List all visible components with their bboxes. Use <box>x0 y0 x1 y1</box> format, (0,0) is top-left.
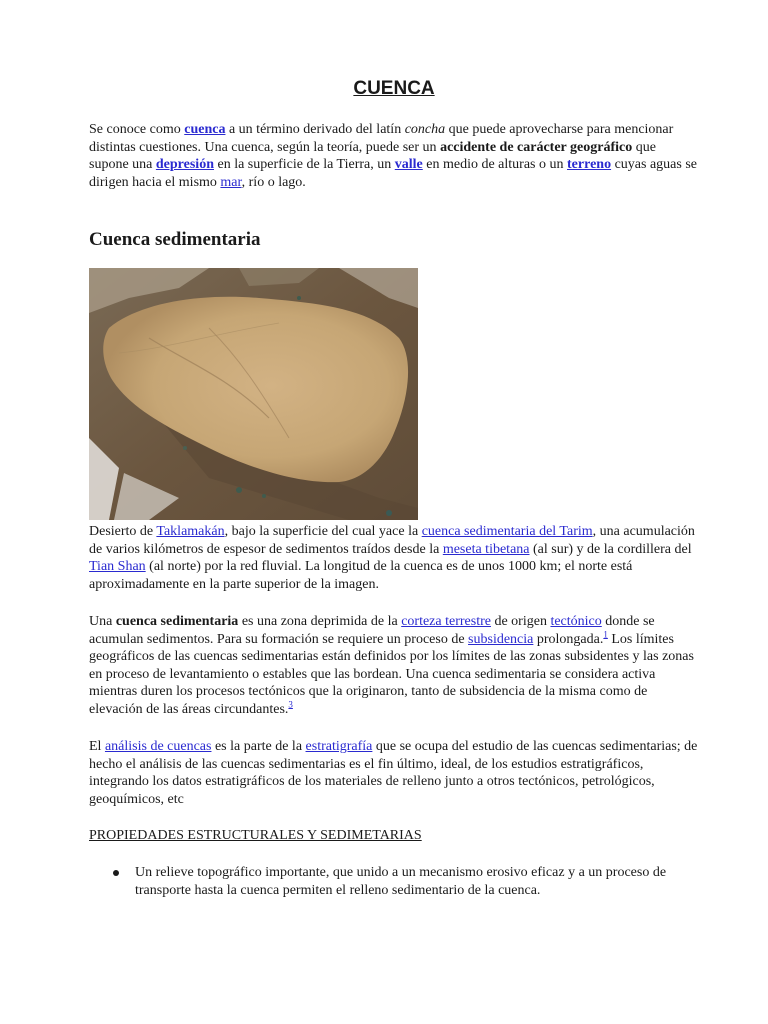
bullet-list <box>89 864 699 899</box>
bullet-dot-icon <box>113 870 119 876</box>
text: Una <box>89 614 116 629</box>
link-tectonico[interactable]: tectónico <box>550 614 602 629</box>
text: donde se acumulan sedimentos. Para su formación se requiere un proceso de <box>89 614 655 647</box>
link-terreno[interactable]: terreno <box>567 157 612 172</box>
text: es la parte de la <box>211 739 306 754</box>
link-cuenca-tarim[interactable]: cuenca sedimentaria del Tarim <box>421 524 593 539</box>
text: en medio de alturas o un <box>422 157 568 172</box>
paragraph-analisis-cuencas <box>89 738 699 808</box>
link-tian-shan[interactable]: Tian Shan <box>89 559 146 574</box>
italic-term: concha <box>404 122 446 137</box>
intro-paragraph <box>89 121 699 191</box>
link-subsidencia[interactable]: subsidencia <box>468 631 534 647</box>
text: es una zona deprimida de la <box>238 614 402 629</box>
link-estratigrafia[interactable]: estratigrafía <box>305 739 373 754</box>
list-item <box>89 864 699 899</box>
link-analisis-cuencas[interactable]: análisis de cuencas <box>104 739 212 754</box>
link-taklamakan[interactable]: Taklamakán <box>156 524 225 539</box>
text: , bajo la superficie del cual yace la <box>224 524 422 539</box>
taklamakan-satellite-image <box>89 268 418 520</box>
bold-term: accidente de carácter geográfico <box>440 139 633 155</box>
page-title: CUENCA <box>353 78 435 99</box>
link-corteza-terrestre[interactable]: corteza terrestre <box>401 614 491 629</box>
text: Desierto de <box>89 524 157 539</box>
text: que supone una <box>89 139 656 172</box>
footnote-1-link[interactable]: 1 <box>603 628 608 639</box>
image-caption <box>89 523 699 593</box>
section-heading-sedimentaria: Cuenca sedimentaria <box>89 229 261 250</box>
text: que puede aprovecharse para mencionar distintas cuestiones. Una cuenca, según la teoría, puede ser un <box>89 122 674 155</box>
link-mar[interactable]: mar <box>220 174 242 190</box>
link-meseta-tibetana[interactable]: meseta tibetana <box>442 541 530 557</box>
text: Los límites geográficos de las cuencas sedimentarias están definidos por los límites de las zonas subsidentes y las zonas en proceso de levantamiento o estables que las bordean. Una cuenca sedimentaria se considera activa mientras duren los procesos tectónicos que la originaron, tanto de subsidencia de la misma como de elevación de las áreas circundantes. <box>89 631 694 717</box>
list-item-text: Un relieve topográfico importante, que unido a un mecanismo erosivo eficaz y a un proceso de transporte hasta la cuenca permiten el relleno sedimentario de la cuenca. <box>135 865 667 898</box>
text: en la superficie de la Tierra, un <box>213 157 395 172</box>
text: de origen <box>490 614 551 629</box>
text: prolongada. <box>533 631 604 647</box>
link-cuenca[interactable]: cuenca <box>184 122 226 137</box>
paragraph-cuenca-sedimentaria <box>89 613 699 718</box>
text: El <box>89 739 105 754</box>
text: (al norte) por la red fluvial. La longitud de la cuenca es de unos 1000 km; el norte está aproximadamente en la parte superior de la imagen. <box>89 559 633 592</box>
text: , río o lago. <box>241 174 306 190</box>
text: a un término derivado del latín <box>225 122 405 137</box>
footnote-3-link[interactable]: 3 <box>288 698 293 709</box>
link-depresion[interactable]: depresión <box>155 157 214 172</box>
text: cuyas aguas se dirigen hacia el mismo <box>89 157 697 190</box>
text: , una acumulación de varios kilómetros de espesor de sedimentos traídos desde la <box>89 524 695 557</box>
text: Se conoce como <box>89 122 185 137</box>
bold-term: cuenca sedimentaria <box>115 614 239 629</box>
section-title-propiedades: PROPIEDADES ESTRUCTURALES Y SEDIMETARIAS <box>89 828 422 843</box>
text: (al sur) y de la cordillera del <box>529 541 692 557</box>
satellite-photo <box>89 268 418 520</box>
text: que se ocupa del estudio de las cuencas sedimentarias; de hecho el análisis de las cuencas sedimentarias es el fin último, ideal, de los estudios estratigráficos, integrando los datos estratigráficos de los materiales de relleno junto a otros tectónicos, petrológicos, geoquímicos, etc <box>89 739 698 807</box>
link-valle[interactable]: valle <box>394 157 423 172</box>
